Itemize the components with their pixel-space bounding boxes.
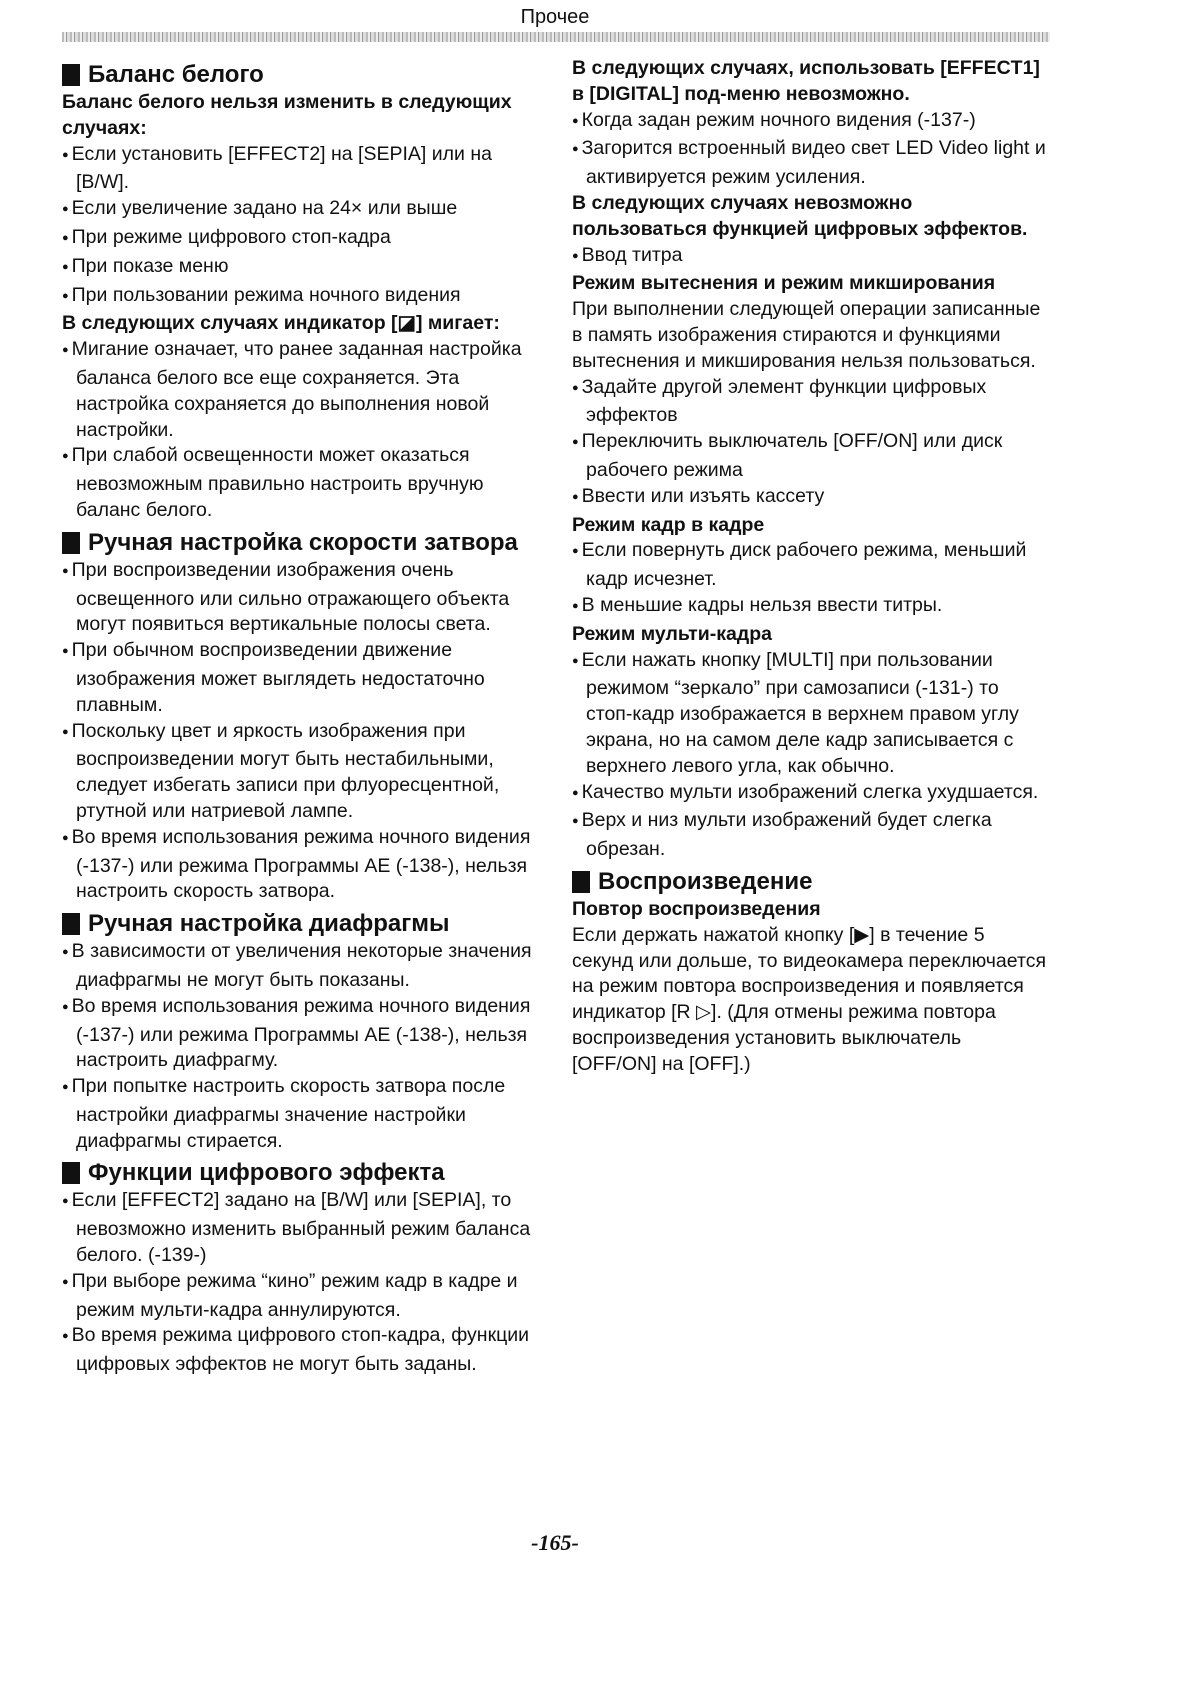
section-heading-text: Воспроизведение xyxy=(598,867,813,895)
section-heading-text: Ручная настройка скорости затвора xyxy=(88,528,518,556)
section-heading-text: Ручная настройка диафрагмы xyxy=(88,910,450,938)
bullet-item: ● При воспроизведении изображения очень освещенного или сильно отражающего объекта могут появиться вертикальные полосы света. xyxy=(62,558,542,638)
section-heading-text: Функции цифрового эффекта xyxy=(88,1159,445,1187)
bullet-item: ● Если нажать кнопку [MULTI] при пользовании режимом “зеркало” при самозаписи (-131-) то стоп-кадр изображается в верхнем правом углу экрана, но на самом деле кадр записывается с верхнего левого угла, как обычно. xyxy=(572,648,1050,780)
section-heading xyxy=(62,528,542,558)
bullet-item: ● Во время использования режима ночного видения (-137-) или режима Программы AE (-138-), нельзя настроить диафрагму. xyxy=(62,994,542,1074)
bullet-item: ● При попытке настроить скорость затвора после настройки диафрагмы значение настройки диафрагмы стирается. xyxy=(62,1074,542,1154)
section-heading xyxy=(62,1158,542,1188)
bullet-item: ● Качество мульти изображений слегка ухудшается. xyxy=(572,780,1050,809)
paragraph: Если держать нажатой кнопку [▶] в течение 5 секунд или дольше, то видеокамера переключается на режим повтора воспроизведения и появляется индикатор [R ▷]. (Для отмены режима повтора воспроизведения установить выключатель [OFF/ON] на [OFF].) xyxy=(572,923,1046,1075)
bullet-item: ● В зависимости от увеличения некоторые значения диафрагмы не могут быть показаны. xyxy=(62,939,542,994)
paragraph: При выполнении следующей операции записанные в память изображения стираются и функциями вытеснения и микширования нельзя пользоваться. xyxy=(572,298,1041,372)
subheading: Баланс белого нельзя изменить в следующих случаях: xyxy=(62,91,512,139)
bullet-item: ● Задайте другой элемент функции цифровых эффектов xyxy=(572,375,1050,430)
bullet-item: ● Мигание означает, что ранее заданная настройка баланса белого все еще сохраняется. Эта настройка сохраняется до выполнения новой настройки. xyxy=(62,337,542,443)
page-number: -165- xyxy=(531,1530,579,1555)
subheading: В следующих случаях индикатор [◪] мигает: xyxy=(62,312,500,335)
section-marker-icon xyxy=(62,1162,80,1184)
bullet-item: ● Если установить [EFFECT2] на [SEPIA] или на [B/W]. xyxy=(62,142,542,197)
bullet-item: ● Верх и низ мульти изображений будет слегка обрезан. xyxy=(572,808,1050,863)
right-column xyxy=(572,56,1050,1077)
bullet-item: ● Загорится встроенный видео свет LED Video light и активируется режим усиления. xyxy=(572,136,1050,191)
bullet-item: ● При пользовании режима ночного видения xyxy=(62,283,542,312)
bullet-item: ● При обычном воспроизведении движение изображения может выглядеть недостаточно плавным. xyxy=(62,638,542,718)
bullet-item: ● Ввод титра xyxy=(572,243,1050,272)
bullet-item: ● Ввести или изъять кассету xyxy=(572,484,1050,513)
section-marker-icon xyxy=(62,64,80,86)
page-header: Прочее xyxy=(520,6,590,28)
bullet-item: ● Если [EFFECT2] задано на [B/W] или [SEPIA], то невозможно изменить выбранный режим баланса белого. (-139-) xyxy=(62,1188,542,1268)
section-heading xyxy=(62,909,542,939)
section-marker-icon xyxy=(62,532,80,554)
subheading: Режим мульти-кадра xyxy=(572,622,772,645)
bullet-item: ● При режиме цифрового стоп-кадра xyxy=(62,225,542,254)
section-marker-icon xyxy=(62,913,80,935)
bullet-item: ● Переключить выключатель [OFF/ON] или диск рабочего режима xyxy=(572,429,1050,484)
bullet-item: ● При выборе режима “кино” режим кадр в кадре и режим мульти-кадра аннулируются. xyxy=(62,1269,542,1324)
bullet-item: ● В меньшие кадры нельзя ввести титры. xyxy=(572,593,1050,622)
bullet-item: ● Если повернуть диск рабочего режима, меньший кадр исчезнет. xyxy=(572,538,1050,593)
subheading: В следующих случаях невозможно пользоваться функцией цифровых эффектов. xyxy=(572,191,1028,240)
bullet-item: ● Во время использования режима ночного видения (-137-) или режима Программы AE (-138-), нельзя настроить скорость затвора. xyxy=(62,825,542,905)
subheading: Режим вытеснения и режим микширования xyxy=(572,272,996,295)
header-divider xyxy=(62,32,1050,42)
bullet-item: ● Если увеличение задано на 24× или выше xyxy=(62,196,542,225)
subheading: Повтор воспроизведения xyxy=(572,897,821,920)
section-heading xyxy=(572,867,1050,897)
subheading: Режим кадр в кадре xyxy=(572,513,765,536)
section-heading-text: Баланс белого xyxy=(88,61,264,88)
subheading: В следующих случаях, использовать [EFFECT1] в [DIGITAL] под-меню невозможно. xyxy=(572,57,1040,105)
left-column xyxy=(62,56,542,1378)
bullet-item: ● Когда задан режим ночного видения (-137-) xyxy=(572,108,1050,137)
bullet-item: ● Во время режима цифрового стоп-кадра, функции цифровых эффектов не могут быть заданы. xyxy=(62,1323,542,1378)
section-heading xyxy=(62,60,542,90)
bullet-item: ● Поскольку цвет и яркость изображения при воспроизведении могут быть нестабильными, следует избегать записи при флуоресцентной, ртутной или натриевой лампе. xyxy=(62,719,542,825)
section-marker-icon xyxy=(572,871,590,893)
bullet-item: ● При слабой освещенности может оказаться невозможным правильно настроить вручную баланс белого. xyxy=(62,443,542,523)
bullet-item: ● При показе меню xyxy=(62,254,542,283)
